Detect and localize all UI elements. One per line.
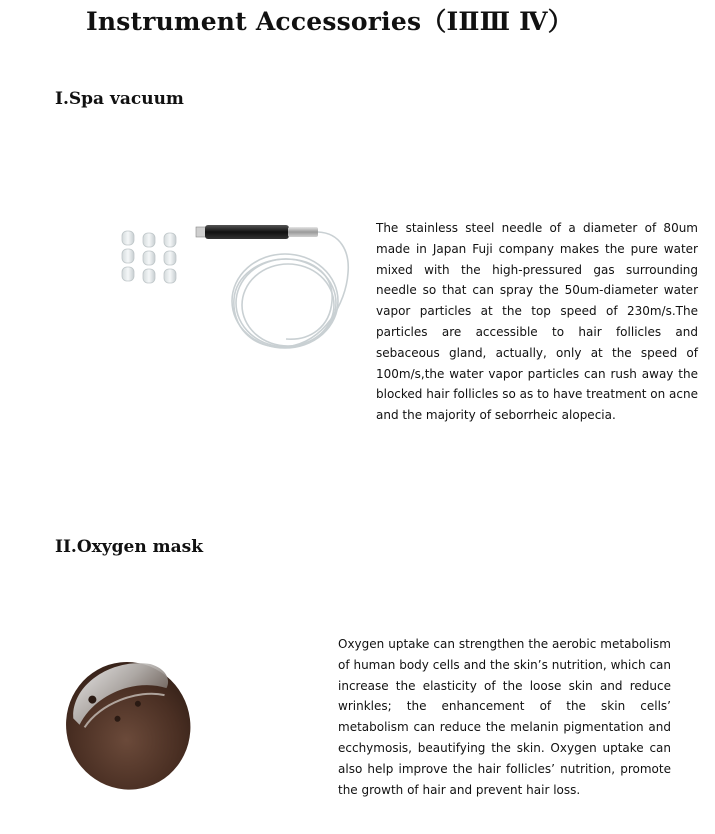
spray-handle-icon xyxy=(196,225,318,239)
section-heading-oxygen-mask: II.Oxygen mask xyxy=(55,537,203,557)
page-title: Instrument Accessories（ⅠⅡⅢ Ⅳ） xyxy=(86,7,573,36)
tube-coil-icon xyxy=(232,232,348,348)
section-heading-spa-vacuum: I.Spa vacuum xyxy=(55,89,184,109)
spa-vacuum-description: The stainless steel needle of a diameter of 80um made in Japan Fuji company makes the pure water mixed with the high-pressured gas surrounding needle so that can spray the 50um-diameter water vapor particles at the top speed of 230m/s.The particles are accessible to hair follicles and sebaceous gland, actually, only at the speed of 100m/s,the water vapor particles can rush away the blocked hair follicles so as to have treatment on acne and the majority of seborrheic alopecia. xyxy=(376,221,698,423)
nozzle-caps-icon xyxy=(122,231,176,283)
spa-vacuum-accessory-image xyxy=(110,215,365,360)
oxygen-mask-image xyxy=(55,650,200,795)
oxygen-mask-description: Oxygen uptake can strengthen the aerobic metabolism of human body cells and the skin’s nutrition, which can increase the elasticity of the loose skin and reduce wrinkles; the enhancement of the skin cells’ metabolism can reduce the melanin pigmentation and ecchymosis, beautifying the skin. Oxygen uptake can also help improve the hair follicles’ nutrition, promote the growth of hair and prevent hair loss. xyxy=(338,637,671,797)
